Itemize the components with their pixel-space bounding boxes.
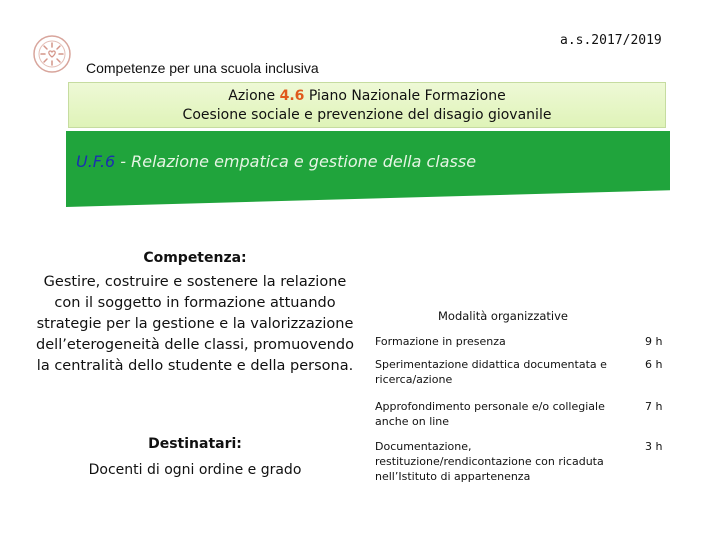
page-subtitle: Competenze per una scuola inclusiva xyxy=(86,60,319,76)
uf-code: U.F.6 xyxy=(76,152,116,171)
modalita-row xyxy=(375,399,675,429)
modalita-label: Formazione in presenza xyxy=(375,335,506,348)
modalita-row xyxy=(375,439,675,484)
action-suffix: Piano Nazionale Formazione xyxy=(304,88,506,104)
action-box xyxy=(68,82,666,128)
modalita-hours: 6 h xyxy=(645,358,663,371)
uf-title xyxy=(76,152,476,171)
action-prefix: Azione xyxy=(228,88,280,104)
modalita-hours: 3 h xyxy=(645,440,663,453)
action-line-1 xyxy=(69,87,665,106)
uf-title-text: - Relazione empatica e gestione della classe xyxy=(115,152,477,171)
modalita-heading: Modalità organizzative xyxy=(438,309,569,323)
modalita-row xyxy=(375,357,675,387)
modalita-hours: 9 h xyxy=(645,335,663,348)
modalita-row xyxy=(375,334,675,349)
modalita-label: Sperimentazione didattica documentata e ricerca/azione xyxy=(375,358,607,386)
modalita-hours: 7 h xyxy=(645,400,663,413)
competenza-text: Gestire, costruire e sostenere la relazione con il soggetto in formazione attuando strategie per la gestione e la valorizzazione dell’eterogeneità delle classi, promuovendo la centralità dello studente e della persona. xyxy=(36,274,354,374)
destinatari-heading: Destinatari: xyxy=(148,436,242,452)
destinatari-text: Docenti di ogni ordine e grado xyxy=(88,462,302,478)
modalita-label: Approfondimento personale e/o collegiale anche on line xyxy=(375,400,605,428)
modalita-label: Documentazione, restituzione/rendicontazione con ricaduta nell’Istituto di appartenenza xyxy=(375,440,604,483)
competenza-heading: Competenza: xyxy=(143,250,247,266)
competenza-section xyxy=(30,250,360,377)
school-logo-icon xyxy=(32,34,72,74)
school-year: a.s.2017/2019 xyxy=(560,33,662,48)
action-line-2: Coesione sociale e prevenzione del disagio giovanile xyxy=(182,107,552,123)
action-number: 4.6 xyxy=(279,88,305,104)
